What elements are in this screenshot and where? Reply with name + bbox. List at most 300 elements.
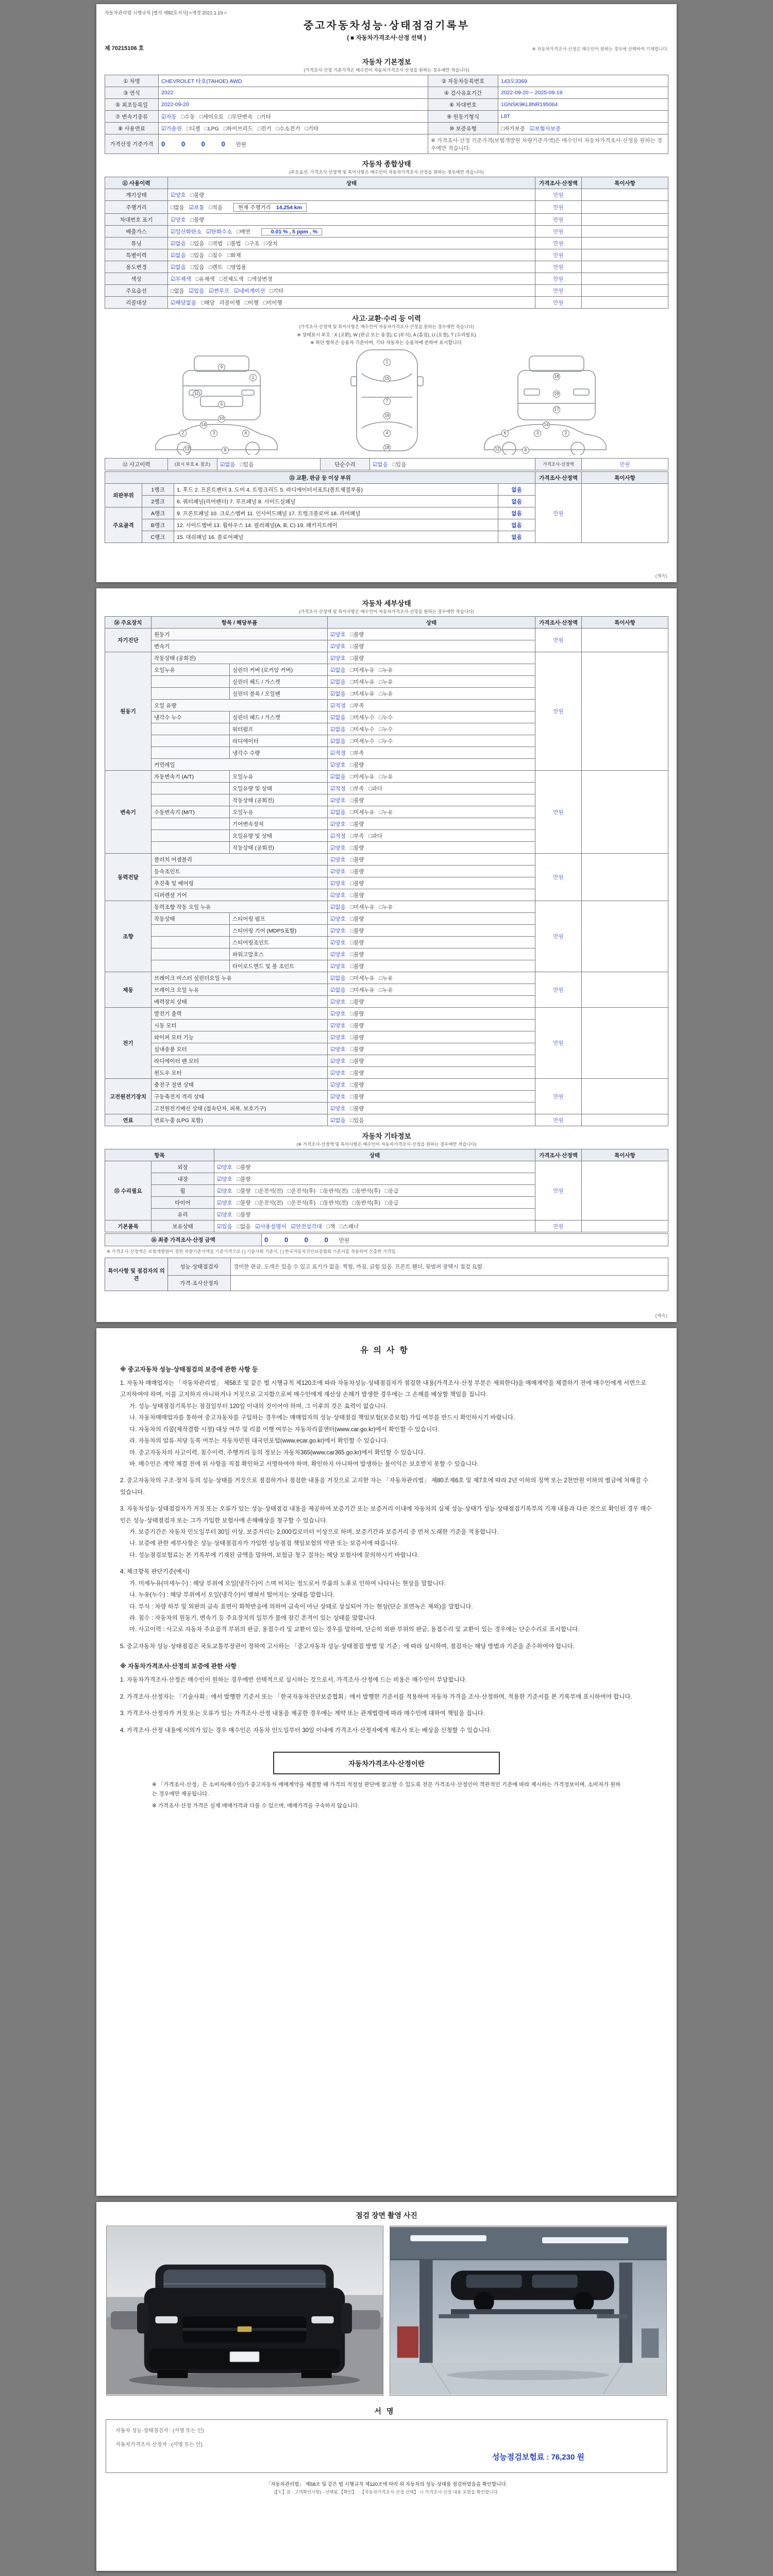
detail-group: 제동 <box>105 972 152 1008</box>
checkbox-option: ☑네비게이션 <box>234 287 265 294</box>
checkbox-option: ☑없음 <box>330 690 346 697</box>
checkbox-option: ☑양호 <box>330 939 346 946</box>
checkbox-option: □미세누유 <box>350 809 375 816</box>
inspection-insurance-fee: 성능점검보험료 : 76,230 원 <box>492 2453 584 2462</box>
rank-parts: 15. 대쉬패널 16. 플로어패널 <box>174 531 498 543</box>
checkbox-option: □동반석(전) <box>320 1199 348 1206</box>
part-number-marker: 7 <box>383 398 391 405</box>
accident-note: (가격조사·산정액 및 특이사항은 매수인이 자동차가격조사·산정을 원하는 경우에만 적습니다) <box>299 324 474 329</box>
detail-state <box>328 913 535 925</box>
checkbox-option: □기타 <box>257 113 271 120</box>
checkbox-option: □불량 <box>350 1034 364 1041</box>
part-number-marker: 5 <box>218 401 225 408</box>
checkbox-option: □응급 <box>385 1199 399 1206</box>
detail-subitem: 오일누유 <box>230 806 328 818</box>
summary-state <box>168 249 535 261</box>
base-price-note: ※ 가격조사·산정 기준가격(보험개발원 차량기준가액)은 매수인이 자동차가격조사·산정을 원하는 경우에만 적습니다. <box>428 134 668 154</box>
page-1 <box>96 4 677 582</box>
col-header: 가격조사·산정액 <box>535 177 582 189</box>
field-label: ③ 연식 <box>105 87 159 99</box>
checkbox-option: □없음 <box>171 287 184 294</box>
detail-item <box>152 960 230 972</box>
checkbox-option: □렌트 <box>209 264 223 270</box>
rank-result: 없음 <box>498 496 535 507</box>
amount-cell: 만원 <box>535 226 582 238</box>
notes-title: 유의사항 <box>360 1346 413 1355</box>
summary-state <box>168 285 535 297</box>
detail-state <box>328 1055 535 1067</box>
amount-cell: 만원 <box>535 273 582 285</box>
detail-state <box>328 925 535 937</box>
checkbox-option: □많음 <box>171 204 184 211</box>
detail-subitem: 기어변속장치 <box>230 818 328 830</box>
part-number-marker: 19 <box>553 391 560 398</box>
checkbox-option: ☑양호 <box>330 1010 346 1017</box>
checkbox-option: ☑양호 <box>330 761 346 768</box>
part-number-marker: 14 <box>200 421 207 429</box>
checkbox-option: □불량 <box>237 1176 251 1182</box>
detail-subitem: 오일누유 <box>230 771 328 783</box>
notes-cell <box>582 854 668 901</box>
checkbox-option: ☑양호 <box>171 192 186 198</box>
part-number-marker: 13 <box>183 446 191 453</box>
checkbox-option: □있음 <box>190 240 205 247</box>
status-code-legend: ※ 상태표시 부호 : X (교환), W (판금 또는 용접), C (부식), A (흠집), U (요철), T (수리필요) <box>297 332 476 337</box>
detail-state <box>328 1114 535 1126</box>
checkbox-option: ☑썬루프 <box>209 287 230 294</box>
summary-row <box>105 297 668 309</box>
amount-cell: 만원 <box>535 1221 582 1232</box>
summary-row <box>105 226 668 238</box>
signature-title: 서명 <box>374 2407 399 2415</box>
detail-state <box>328 948 535 960</box>
summary-item-label: 주행거리 <box>105 201 168 214</box>
other-row <box>105 1161 668 1173</box>
notes-item: 1. 자동차 매매업자는 「자동차관리법」 제58조 및 같은 법 시행규칙 제120조에 따라 자동차성능·상태점검자가 점검한 내용(가격조사·산정 부분은 제외한다)을 매매계약을 체결하기 전에 매수인에게 서면으로 고지하여야 하며, 이를 고지하지 아니하거나 거짓으로 고지함으로써 매수인에게 재산상 손해가 발생한 경우에는 그 손해를 배상할 책임을 집니다. 가. 성능·상태점검기록부는 점검일부터 120일 이내의 것이어야 하며, 그 이후의 것은 효력이 없습니다. 나. 자동차매매업자를 통하여 중고자동차를 구입하는 경우에는 매매업자의 성능·상태점검 책임보험(보증보험) 가입 여부를 반드시 확인하시기 바랍니다. 다. 자동차의 리콜(제작결함 시정) 대상 여부 및 리콜 이행 여부는 자동차리콜센터(www.car.go.kr)에서 확인할 수 있습니다. 라. 자동차의 압류·저당 등록 여부는 자동차민원 대국민포털(www.ecar.go.kr)에서 확인할 수 있습니다. 마. 중고자동차의 사고이력, 침수이력, 주행거리 등의 정보는 자동차365(www.car365.go.kr)에서 확인할 수 있습니다. 바. 매수인은 계약 체결 전에 위 사항을 직접 확인하고 서명하여야 하며, 확인하지 아니하여 발생하는 불이익은 보호받지 못할 수 있습니다. <box>120 1380 647 1467</box>
detail-group: 동력전달 <box>105 854 152 901</box>
inline-value-box: 0.01 % , 5 ppm , % <box>261 228 322 235</box>
amount-cell: 만원 <box>535 1079 582 1114</box>
checkbox-option: □미세누수 <box>350 726 375 733</box>
photo-row <box>105 2226 668 2396</box>
checkbox-option: ☑양호 <box>330 797 346 804</box>
other-group: ⑮ 수리필요 <box>105 1161 152 1221</box>
detail-state <box>328 1008 535 1020</box>
checkbox-option: □부족 <box>350 833 364 839</box>
checkbox-option: □장치 <box>264 240 278 247</box>
other-state <box>214 1209 535 1221</box>
summary-table <box>105 177 668 309</box>
notes-cell <box>582 1221 668 1232</box>
checkbox-option: □불량 <box>237 1211 251 1218</box>
checkbox-option: ☑적정 <box>330 750 346 756</box>
checkbox-option: □불량 <box>350 998 364 1005</box>
checkbox-option: □무단변속 <box>228 113 253 120</box>
checkbox-option: ☑없음 <box>330 667 346 673</box>
amount-cell: 만원 <box>535 238 582 249</box>
detail-subitem: 파워고압호스 <box>230 948 328 960</box>
part-number-marker: 6 <box>242 430 249 437</box>
checkbox-option: □누유 <box>379 975 393 981</box>
notes-item: 1. 자동차가격조사·산정은 매수인이 원하는 경우에만 선택적으로 실시하는 것으로서, 가격조사·산정에 드는 비용은 매수인이 부담합니다. <box>120 1677 467 1684</box>
notes-item: 3. 가격조사·산정자가 거짓 또는 오류가 있는 가격조사·산정 내용을 제공한 경우에는 계약 또는 관계법령에 따라 매수인에 대하여 책임을 집니다. <box>120 1710 485 1717</box>
detail-item: 오일 유량 <box>152 700 328 711</box>
detail-state <box>328 771 535 783</box>
detail-state <box>328 1020 535 1031</box>
form-reference: 자동차관리법 시행규칙 [별지 제82호서식] <개정 2021.1.19.> <box>105 10 227 15</box>
checkbox-option: ☑양호 <box>330 963 346 970</box>
detail-subitem: 실린더 헤드 / 가스켓 <box>230 711 328 723</box>
detail-item: 고전원전기배선 상태 (접속단자, 피복, 보호기구) <box>152 1103 328 1114</box>
other-state <box>214 1173 535 1185</box>
amount-cell: 만원 <box>535 189 582 201</box>
notes-cell <box>582 201 668 214</box>
checkbox-option: ☑안전삼각대 <box>291 1223 322 1230</box>
checkbox-option: □해당 <box>201 299 215 306</box>
detail-item: 시동 모터 <box>152 1020 328 1031</box>
checkbox-option: ☑양호 <box>330 1105 346 1112</box>
checkbox-option: ☑적정 <box>330 785 346 792</box>
final-price-label: ⑯ 최종 가격조사·산정 금액 <box>105 1234 262 1246</box>
detail-state <box>328 1091 535 1103</box>
subtitle-note: ※ 자동차가격조사·산정은 매수인이 원하는 경우에 선택하여 기재합니다. <box>532 46 668 52</box>
checkbox-option: ☑없음 <box>220 461 236 468</box>
notes-section-heading: ※ 중고자동차 성능·상태점검의 보증에 관한 사항 등 <box>120 1366 258 1373</box>
checkbox-option: ☑양호 <box>330 631 346 638</box>
detail-item: 라디에이터 팬 모터 <box>152 1055 328 1067</box>
other-state <box>214 1185 535 1197</box>
field-label: ⑤ 최초등록일 <box>105 99 159 111</box>
col-header: 상태 <box>168 177 535 189</box>
checkbox-option: □불량 <box>350 821 364 827</box>
detail-item: 발전기 출력 <box>152 1008 328 1020</box>
checkbox-option: ☑양호 <box>330 1081 346 1088</box>
col-header: 특이사항 <box>582 617 668 629</box>
checkbox-option: □불량 <box>350 655 364 662</box>
checkbox-option: ☑없음 <box>330 1117 346 1124</box>
checkbox-option: ☑일산화탄소 <box>171 228 202 235</box>
car-damage-diagram <box>106 347 667 457</box>
final-price-table <box>105 1233 668 1246</box>
notes-cell <box>582 771 668 854</box>
detail-state <box>328 901 535 913</box>
checkbox-option: ☑없음 <box>171 240 186 247</box>
detail-item: 브레이크 오일 누유 <box>152 984 328 996</box>
checkbox-option: □미세누유 <box>350 679 375 685</box>
detail-item: 원동기 <box>152 629 328 640</box>
checkbox-option: □응급 <box>385 1188 399 1194</box>
part-number-marker: 10 <box>218 415 225 422</box>
checkbox-option: □불량 <box>237 1164 251 1171</box>
part-number-marker: 11 <box>193 391 200 398</box>
checkbox-option: □누유 <box>379 904 393 910</box>
engine-type: L8T <box>498 111 668 123</box>
other-note: (※ 가격조사·산정액 및 특이사항은 매수인이 자동차가격조사·산정을 원하는 경우에만 적습니다) <box>296 1142 477 1147</box>
base-price-unit: 만원 <box>236 141 246 148</box>
fuel-options <box>159 123 428 134</box>
checkbox-option: □미세누수 <box>350 714 375 721</box>
checkbox-option: □잭 <box>326 1223 335 1230</box>
checkbox-option: □세미오토 <box>199 113 224 120</box>
checkbox-option: □불량 <box>350 927 364 934</box>
summary-item-label: 색상 <box>105 273 168 285</box>
checkbox-option: □유채색 <box>195 276 215 282</box>
checkbox-option: □수동 <box>181 113 195 120</box>
part-number-marker: 2 <box>562 430 569 437</box>
checkbox-option: □불량 <box>350 939 364 946</box>
basic-info-note: (가격조사·산정 기준가격은 매수인이 자동차가격조사·산정을 원하는 경우에만 적습니다) <box>304 67 469 73</box>
detail-state <box>328 1079 535 1091</box>
checkbox-option: □영업용 <box>227 264 246 270</box>
detail-state <box>328 889 535 901</box>
amount-cell: 만원 <box>535 214 582 226</box>
checkbox-option: □기타 <box>305 125 319 132</box>
other-item-label: 외장 <box>152 1161 214 1173</box>
checkbox-option: ☑보통 <box>189 204 205 211</box>
part-number-marker: 12 <box>494 446 501 453</box>
detail-state <box>328 1067 535 1079</box>
checkbox-option: □불량 <box>350 1046 364 1053</box>
detail-item <box>152 937 230 948</box>
amount-cell: 만원 <box>535 1008 582 1079</box>
checkbox-option: □누수 <box>379 738 393 744</box>
rank-parts: 12. 사이드멤버 13. 휠하우스 14. 필러패널(A, B, C) 19. 패키지트레이 <box>174 519 498 531</box>
simple-repair-label: 단순수리 <box>321 459 370 470</box>
detail-state <box>328 1103 535 1114</box>
detail-item <box>152 794 230 806</box>
other-item-label: 보유상태 <box>152 1221 214 1232</box>
field-label: ⑩ 보증유형 <box>428 123 498 134</box>
detail-item: 연료누출 (LPG 포함) <box>152 1114 328 1126</box>
appraisal-definition-foot: ※ 가격조사·산정 가격은 실제 매매가격과 다를 수 있으며, 매매가격을 구속하지 않습니다. <box>152 1802 360 1809</box>
col-header: 상태 <box>214 1149 535 1161</box>
amount-cell: 만원 <box>535 1161 582 1221</box>
detail-state <box>328 629 535 640</box>
detail-subitem: 오일유량 및 상태 <box>230 783 328 794</box>
rank-result: 없음 <box>498 484 535 496</box>
checkbox-option: ☑양호 <box>330 998 346 1005</box>
detail-item: 커먼레일 <box>152 759 328 771</box>
rank-table <box>105 471 668 543</box>
checkbox-option: □미세누유 <box>350 690 375 697</box>
part-number-marker: 6 <box>501 430 509 437</box>
checkbox-option: ☑양호 <box>217 1199 232 1206</box>
detail-item: 구동축전지 격리 상태 <box>152 1091 328 1103</box>
amount-cell: 만원 <box>535 901 582 972</box>
legal-confirmation-subline: (【Ｖ】표 : 고객확인사항) · 선택됨 【확인】 · 【자동차가격조사·산정 선택】 시 가격조사·산정 내용 포함을 확인합니다. <box>274 2489 499 2495</box>
detail-item <box>152 948 230 960</box>
appraisal-definition-box: 자동차가격조사·산정이란 <box>273 1752 500 1774</box>
checkbox-option: □불량 <box>190 216 205 223</box>
checkbox-option: ☑양호 <box>330 927 346 934</box>
detail-state <box>328 783 535 794</box>
checkbox-option: □누유 <box>379 667 393 673</box>
notes-cell <box>582 1114 668 1126</box>
detail-item <box>152 925 230 937</box>
detail-subitem: 실린더 헤드 / 가스켓 <box>230 676 328 688</box>
summary-row <box>105 238 668 249</box>
part-number-marker: 8 <box>522 447 529 454</box>
summary-row <box>105 273 668 285</box>
detail-state <box>328 830 535 842</box>
other-item-label: 유리 <box>152 1209 214 1221</box>
rank-label: C랭크 <box>142 531 174 543</box>
part-number-marker: 15 <box>383 375 391 382</box>
detail-item: 클러치 어셈블리 <box>152 854 328 866</box>
checkbox-option: □불량 <box>350 1070 364 1076</box>
checkbox-option: □색상변경 <box>248 276 273 282</box>
checkbox-option: □누유 <box>379 690 393 697</box>
other-state <box>214 1197 535 1209</box>
accident-history-table <box>105 458 668 470</box>
part-number-marker: 18 <box>383 444 391 451</box>
summary-item-label: 배출가스 <box>105 226 168 238</box>
checkbox-option: ☑양호 <box>330 916 346 922</box>
col-header: 특이사항 <box>582 1149 668 1161</box>
summary-note: (주요옵션, 가격조사·산정액 및 특이사항은 매수인이 자동차가격조사·산정을 원하는 경우에만 적습니다) <box>289 170 484 175</box>
checkbox-option: □불량 <box>350 761 364 768</box>
detail-item <box>152 747 230 759</box>
checkbox-option: ☑탄화수소 <box>206 228 232 235</box>
summary-row <box>105 214 668 226</box>
checkbox-option: □미세누수 <box>350 738 375 744</box>
checkbox-option: □불량 <box>350 631 364 638</box>
part-number-marker: 3 <box>534 430 541 437</box>
part-number-marker: 8 <box>222 447 229 454</box>
detail-state <box>328 794 535 806</box>
checkbox-option: ☑양호 <box>330 892 346 899</box>
checkbox-option: □운전석(후) <box>288 1199 316 1206</box>
checkbox-option: □불량 <box>350 1022 364 1029</box>
checkbox-option: □있음 <box>190 252 205 259</box>
detail-item: 추진축 및 베어링 <box>152 877 328 889</box>
checkbox-option: ☑있음 <box>189 287 205 294</box>
detail-group: 고전원전기장치 <box>105 1079 152 1114</box>
checkbox-option: ☑양호 <box>330 1022 346 1029</box>
other-item-label: 내장 <box>152 1173 214 1185</box>
checkbox-option: □부족 <box>350 785 364 792</box>
checkbox-option: □동반석(후) <box>352 1188 381 1194</box>
vehicle-regno: 143모3369 <box>498 75 668 87</box>
checkbox-option: □불법 <box>227 240 241 247</box>
notes-cell <box>582 1161 668 1221</box>
other-basic-row <box>105 1221 668 1232</box>
summary-title: 자동차 종합상태 <box>362 160 411 168</box>
checkbox-option: ☑없음 <box>171 252 186 259</box>
rank-label: A랭크 <box>142 507 174 519</box>
checkbox-option: ☑없음 <box>330 987 346 993</box>
rank-result: 없음 <box>498 531 535 543</box>
transmission-options <box>159 111 428 123</box>
col-header: 가격조사·산정액 <box>535 472 582 484</box>
detail-row <box>105 854 668 866</box>
col-header: 특이사항 <box>582 472 668 484</box>
photo-section-title: 점검 장면 촬영 사진 <box>356 2211 417 2219</box>
amount-cell: 만원 <box>535 249 582 261</box>
detail-row <box>105 652 668 664</box>
checkbox-option: □자가보증 <box>501 125 525 132</box>
part-number-marker: 9 <box>218 364 225 371</box>
detail-subitem: 스티어링조인트 <box>230 937 328 948</box>
vin: 1GNSK9KL8NR195064 <box>498 99 668 111</box>
notes-cell <box>582 1079 668 1114</box>
checkbox-option: ☑없음 <box>171 264 186 270</box>
detail-state <box>328 996 535 1008</box>
detail-row <box>105 1114 668 1126</box>
base-price <box>159 134 428 154</box>
notes-item: 4. 체크항목 판단기준(예시) 가. 미세누유(미세누수) : 해당 부위에 오일(냉각수)이 스며 비치는 정도로서 부품의 노후로 인하여 나타나는 현상을 말합니다. 나. 누유(누수) : 해당 부위에서 오일(냉각수)이 맺혀서 떨어지는 상태를 말합니다. 다. 부식 : 차량 하부 및 외판의 금속 표면이 화학반응에 의하여 금속이 아닌 상태로 상실되어 가는 현상(단순 표면녹은 제외)을 말합니다. 라. 침수 : 자동차의 원동기, 변속기 등 주요장치의 일부가 물에 잠긴 흔적이 있는 상태를 말합니다. 마. 사고이력 : 사고로 자동차 주요골격 부위의 판금, 용접수리 및 교환이 있는 경우를 말하며, 단순히 외판 부위의 판금, 용접수리 및 교환이 있는 경우에는 단순수리로 표시합니다. <box>120 1569 580 1633</box>
detail-item <box>152 723 230 735</box>
checkbox-option: ☑없음 <box>330 714 346 721</box>
notes-section-heading: ※ 자동차가격조사·산정의 보증에 관한 사항 <box>120 1663 237 1670</box>
notes-cell <box>582 261 668 273</box>
checkbox-option: □전체도색 <box>219 276 244 282</box>
field-label: ① 차명 <box>105 75 159 87</box>
signature-line-inspector: 자동차 성능·상태점검자 : (서명 또는 인) <box>115 2428 204 2434</box>
other-body <box>105 1161 668 1232</box>
detail-item: 브레이크 마스터 실린더오일 누유 <box>152 972 328 984</box>
col-header: 항목 / 해당부품 <box>152 617 328 629</box>
checkbox-option: □없음 <box>237 1223 251 1230</box>
amount-cell: 만원 <box>535 261 582 273</box>
detail-item: 변속기 <box>152 640 328 652</box>
appraiser-opinion <box>231 1276 668 1291</box>
notes-cell <box>582 238 668 249</box>
part-number-marker: 18 <box>553 373 560 380</box>
notes-cell <box>582 214 668 226</box>
summary-row <box>105 249 668 261</box>
first-registration-date: 2022-09-20 <box>159 99 428 111</box>
page-3 <box>96 1328 677 2196</box>
detail-state <box>328 711 535 723</box>
checkbox-option: □불량 <box>350 643 364 650</box>
detail-group: 전기 <box>105 1008 152 1079</box>
rank-result: 없음 <box>498 519 535 531</box>
field-label: ② 자동차등록번호 <box>428 75 498 87</box>
checkbox-option: □있음 <box>190 264 205 270</box>
checkbox-option: □동반석(후) <box>352 1199 381 1206</box>
accident-history-label: ⑫ 사고이력 <box>105 459 168 470</box>
detail-item: 윈도우 모터 <box>152 1067 328 1079</box>
checkbox-option: □불량 <box>350 880 364 887</box>
detail-subitem: 작동상태 (공회전) <box>230 842 328 854</box>
checkbox-option: ☑없음 <box>330 773 346 780</box>
inspection-valid-period: 2022-09-20 ~ 2025-09-19 <box>498 87 668 99</box>
detail-row <box>105 771 668 783</box>
notes-item: 4. 가격조사·산정 내용에 이의가 있는 경우 매수인은 자동차 인도일부터 30일 이내에 가격조사·산정자에게 재조사 또는 배상을 신청할 수 있습니다. <box>120 1727 492 1734</box>
detail-table <box>105 616 668 1126</box>
checkbox-option: ☑양호 <box>171 216 186 223</box>
checkbox-option: □불량 <box>350 1010 364 1017</box>
detail-state <box>328 818 535 830</box>
field-label: 가격산정 기준가격 <box>105 134 159 154</box>
detail-title: 자동차 세부상태 <box>362 600 411 607</box>
checkbox-option: ☑양호 <box>330 1093 346 1100</box>
amount-label: 가격조사·산정액 <box>535 459 582 470</box>
other-item-label: 타이어 <box>152 1197 214 1209</box>
rank-label: 1랭크 <box>142 484 174 496</box>
summary-item-label: 차대번호 표기 <box>105 214 168 226</box>
detail-item: 오일누유 <box>152 664 230 676</box>
checkbox-option: ☑해당없음 <box>171 299 196 306</box>
checkbox-option: □부족 <box>350 750 364 756</box>
summary-state <box>168 261 535 273</box>
notes-item: 2. 중고자동차의 구조·장치 등의 성능·상태를 거짓으로 점검하거나 점검한 내용을 거짓으로 고지한 자는 「자동차관리법」 제80조제6호 및 제7호에 따라 2년 이하의 징역 또는 2천만원 이하의 벌금에 처해질 수 있습니다. <box>120 1478 648 1496</box>
accident-title: 사고·교환·수리 등 이력 <box>352 315 421 323</box>
opinion-table <box>105 1258 668 1291</box>
summary-item-label: 튜닝 <box>105 238 168 249</box>
checkbox-option: □불량 <box>350 916 364 922</box>
